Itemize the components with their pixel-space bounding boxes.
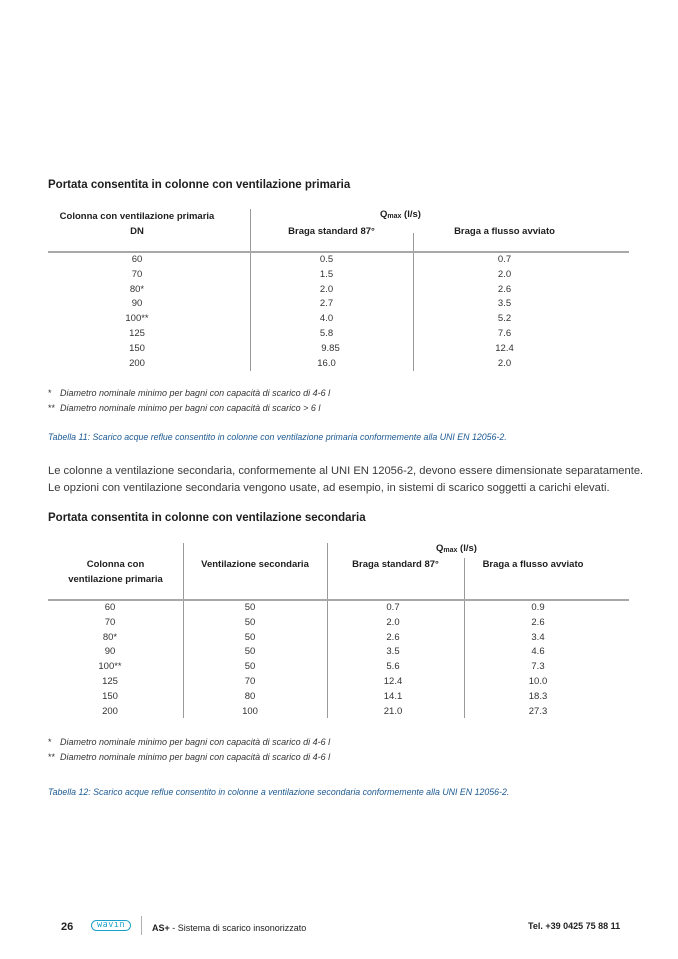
table-row: 80* 2.0 2.6 — [129, 283, 512, 295]
table2-header-qmax: $Q_{max}$ (l/s) — [436, 543, 477, 554]
table2-header-braga-standard: Braga standard 87° — [352, 559, 439, 570]
table1-title: Portata consentita in colonne con ventilazione primaria — [48, 179, 351, 191]
table-row: 200 100 21.0 27.3 — [102, 705, 548, 717]
table2-note-2: ** Diametro nominale minimo per bagni con capacità di scarico di 4-6 l — [48, 752, 331, 762]
body-paragraph-line-2: Le opzioni con ventilazione secondaria vengono usate, ad esempio, in sistemi di scarico soggetti a carichi elevati. — [48, 482, 610, 494]
table2-note-1: * Diametro nominale minimo per bagni con capacità di scarico di 4-6 l — [48, 737, 331, 747]
table-row: 90 2.7 3.5 — [131, 298, 512, 310]
footer-divider — [141, 916, 142, 935]
table2-header-ventilazione-secondaria: Ventilazione secondaria — [201, 559, 309, 570]
table-row: 60 0.5 0.7 — [131, 254, 512, 265]
table2-header-colonna-line1: Colonna con — [86, 559, 145, 570]
table-row: 80* 50 2.6 3.4 — [102, 631, 545, 643]
table2-caption: Tabella 12: Scarico acque reflue consentito in colonne a ventilazione secondaria conformemente alla UNI EN 12056-2. — [48, 787, 510, 797]
table1-note-2: ** Diametro nominale minimo per bagni con capacità di scarico > 6 l — [48, 403, 321, 413]
table1-caption: Tabella 11: Scarico acque reflue consentito in colonne con ventilazione primaria conformemente alla UNI EN 12056-2. — [48, 432, 507, 442]
table-row: 125 70 12.4 10.0 — [102, 675, 548, 687]
table-row: 90 50 3.5 4.6 — [104, 646, 545, 658]
table-row: 150 80 14.1 18.3 — [102, 690, 548, 702]
table1-note-1: * Diametro nominale minimo per bagni con capacità di scarico di 4-6 l — [48, 388, 331, 398]
table1-header-qmax: $Q_{max}$ (l/s) — [380, 209, 421, 220]
footer-product: AS+ - Sistema di scarico insonorizzato — [152, 923, 307, 933]
wavin-logo: wavin — [91, 920, 131, 931]
table-row: 100** 4.0 5.2 — [125, 313, 512, 325]
table1-header-braga-standard: Braga standard 87° — [288, 226, 375, 237]
table-row: 70 50 2.0 2.6 — [104, 616, 545, 628]
table-row: 150 9.85 12.4 — [129, 342, 514, 354]
table-row: 125 5.8 7.6 — [129, 327, 512, 339]
table-row: 70 1.5 2.0 — [131, 268, 512, 280]
footer-phone: Tel. +39 0425 75 88 11 — [528, 921, 621, 931]
table1-body — [48, 253, 629, 371]
table1-header-dn: DN — [130, 226, 144, 237]
table1-header-braga-flusso: Braga a flusso avviato — [454, 226, 555, 237]
table2-header-braga-flusso: Braga a flusso avviato — [482, 559, 584, 570]
table-row: 60 50 0.7 0.9 — [104, 602, 545, 613]
body-paragraph-line-1: Le colonne a ventilazione secondaria, conformemente al UNI EN 12056-2, devono essere dimensionate separatamente. — [48, 465, 644, 477]
page-number: 26 — [61, 921, 74, 933]
table2-title: Portata consentita in colonne con ventilazione secondaria — [48, 512, 366, 524]
table-row: 200 16.0 2.0 — [129, 357, 512, 369]
table-row: 100** 50 5.6 7.3 — [98, 661, 545, 673]
table1-header-colonna: Colonna con ventilazione primaria — [59, 211, 215, 222]
table2-header-colonna-line2: ventilazione primaria — [68, 574, 163, 585]
table2-body — [48, 601, 629, 719]
